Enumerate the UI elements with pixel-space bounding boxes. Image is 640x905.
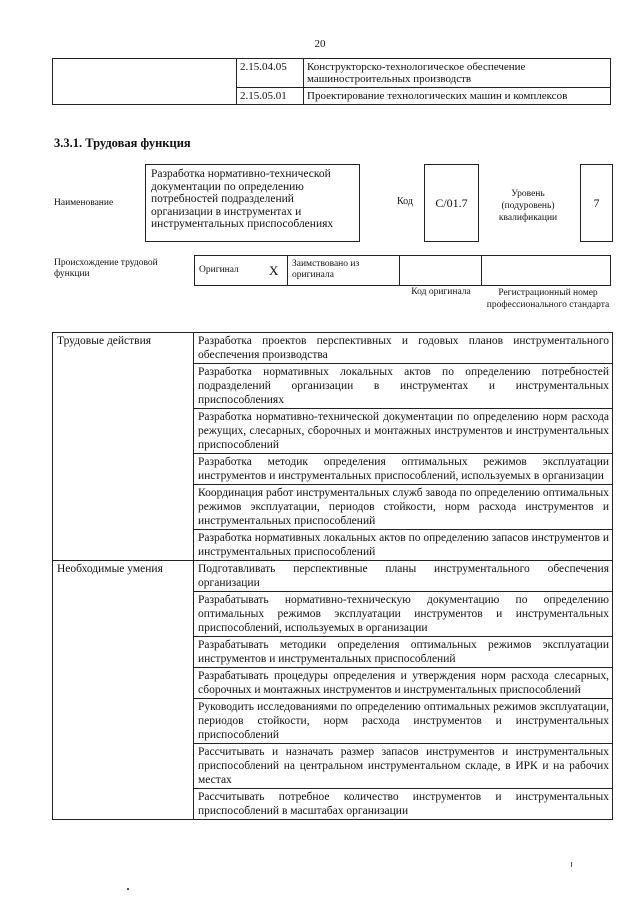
- skill-item: Подготавливать перспективные планы инструментального обеспечения организации: [194, 561, 613, 592]
- borrowed-label: Заимствовано из оригинала: [288, 256, 400, 286]
- action-item: Разработка проектов перспективных и годовых планов инструментального обеспечения производства: [194, 333, 613, 364]
- specialty-name: Проектирование технологических машин и комплексов: [304, 88, 611, 105]
- level-box: 7: [580, 164, 613, 242]
- skill-item: Рассчитывать и назначать размер запасов инструментов и инструментальных приспособлений на центральном инструментальном складе, в ИРК и на рабочих местах: [194, 744, 613, 789]
- education-table: [52, 58, 611, 105]
- table-row: [53, 59, 611, 88]
- specialty-code: 2.15.04.05: [237, 59, 304, 88]
- skills-label: Необходимые умения: [53, 561, 194, 820]
- level-label: Уровень (подуровень) квалификации: [498, 189, 558, 223]
- action-item: Разработка нормативно-технической документации по определению норм расхода режущих, слесарных, сборочных и монтажных инструментов и инструментальных приспособлений: [194, 409, 613, 454]
- table-row: [53, 561, 613, 592]
- origin-table: [194, 255, 611, 286]
- scan-mark: [127, 888, 129, 890]
- function-table: [52, 332, 613, 820]
- action-item: Координация работ инструментальных служб завода по определению оптимальных режимов эксплуатации, периодов стойкости, норм расхода инструментов и инструментальных приспособлений: [194, 485, 613, 530]
- table-row: [53, 333, 613, 364]
- origin-label: Происхождение трудовой функции: [54, 258, 158, 279]
- skill-item: Разрабатывать процедуры определения и утверждения норм расхода слесарных, сборочных и монтажных инструментов и инструментальных приспособлений: [194, 668, 613, 699]
- actions-label: Трудовые действия: [53, 333, 194, 561]
- skill-item: Разрабатывать нормативно-техническую документацию по определению оптимальных режимов эксплуатации инструментов и инструментальных приспособлений, используемых в организации: [194, 592, 613, 637]
- function-name-box: Разработка нормативно-технической документации по определению потребностей подразделений организации в инструментах и инструментальных приспособлениях: [145, 164, 360, 242]
- specialty-code: 2.15.05.01: [237, 88, 304, 105]
- original-label: Оригинал: [195, 256, 266, 286]
- page-number: 20: [314, 38, 326, 50]
- action-item: Разработка нормативных локальных актов по определению запасов инструментов и инструментальных приспособлений: [194, 530, 613, 561]
- section-heading: 3.3.1. Трудовая функция: [54, 136, 191, 150]
- skill-item: Руководить исследованиями по определению оптимальных режимов эксплуатации, периодов стойкости, норм расхода инструментов и инструментальных приспособлений: [194, 699, 613, 744]
- reg-number-cell: [482, 256, 611, 286]
- empty-cell: [53, 59, 237, 105]
- scan-mark: [571, 862, 572, 867]
- action-item: Разработка нормативных локальных актов по определению потребностей подразделений организации в инструментах и инструментальных приспособлениях: [194, 364, 613, 409]
- function-code-box: C/01.7: [424, 164, 479, 242]
- code-original-cell: [400, 256, 482, 286]
- skill-item: Рассчитывать потребное количество инструментов и инструментальных приспособлений в масштабах организации: [194, 789, 613, 820]
- original-mark: X: [265, 256, 288, 286]
- name-label: Наименование: [54, 198, 114, 208]
- skill-item: Разрабатывать методики определения оптимальных режимов эксплуатации инструментов и инструментальных приспособлений: [194, 637, 613, 668]
- action-item: Разработка методик определения оптимальных режимов эксплуатации инструментов и инструментальных приспособлений, используемых в организации: [194, 454, 613, 485]
- code-original-label: Код оригинала: [411, 287, 471, 297]
- specialty-name: Конструкторско-технологическое обеспечение машиностроительных производств: [304, 59, 611, 88]
- code-label: Код: [397, 196, 413, 207]
- reg-number-label: Регистрационный номер профессионального стандарта: [486, 288, 610, 310]
- table-row: [195, 256, 611, 286]
